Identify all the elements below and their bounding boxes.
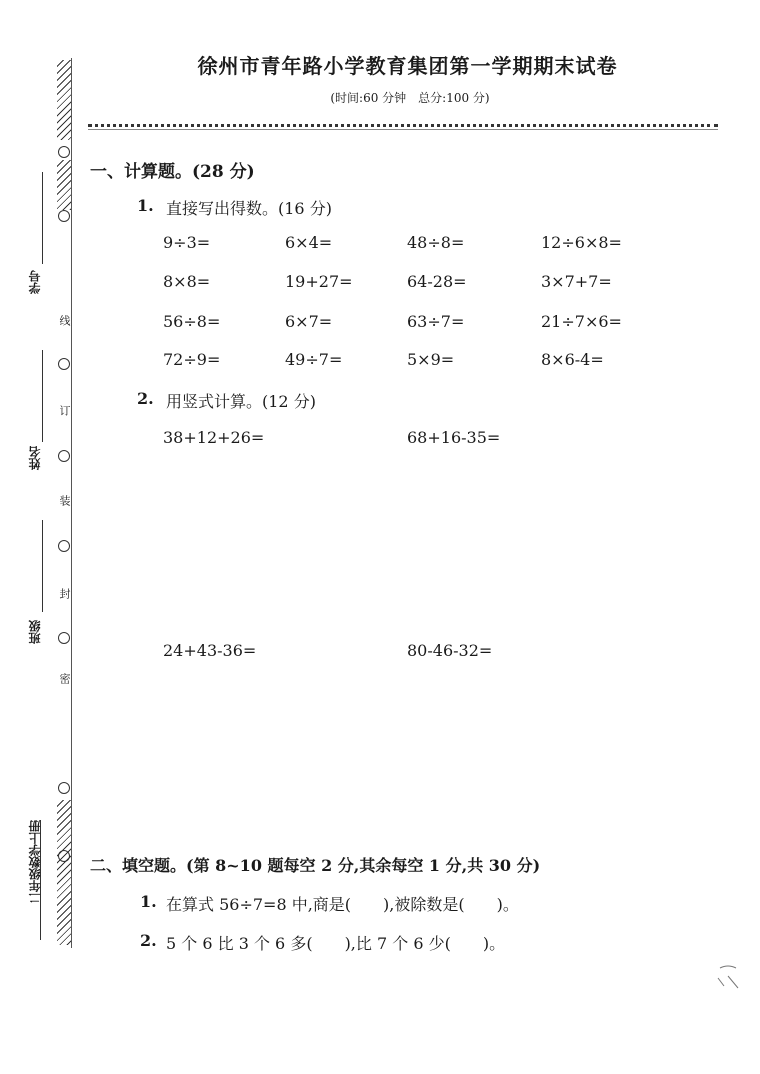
binding-hatch-middle	[57, 160, 71, 210]
calc-item: 6×4=	[285, 233, 333, 252]
calc-item: 48÷8=	[407, 233, 465, 252]
calc-item: 12÷6×8=	[541, 233, 622, 252]
binding-hole	[58, 540, 70, 552]
q2-prompt: 用竖式计算。(12 分)	[166, 392, 316, 411]
fill-q2-text: 5 个 6 比 3 个 6 多( ),比 7 个 6 少( )。	[166, 934, 506, 953]
binding-hatch-bottom	[57, 800, 71, 945]
vertical-calc-item: 68+16-35=	[407, 428, 501, 447]
vertical-calc-item: 80-46-32=	[407, 641, 493, 660]
binding-hole	[58, 632, 70, 644]
seal-char: 封	[58, 588, 71, 599]
section2-heading: 二、填空题。(第 8~10 题每空 2 分,其余每空 1 分,共 30 分)	[90, 856, 541, 875]
calc-item: 72÷9=	[163, 350, 221, 369]
student-id-blank[interactable]	[42, 172, 43, 264]
calc-item: 3×7+7=	[541, 272, 612, 291]
seal-char: 密	[58, 673, 71, 684]
exam-title: 徐州市青年路小学教育集团第一学期期末试卷	[197, 54, 618, 78]
calc-item: 9÷3=	[163, 233, 211, 252]
binding-hole	[58, 146, 70, 158]
calc-item: 56÷8=	[163, 312, 221, 331]
seal-char: 订	[58, 405, 71, 416]
calc-item: 49÷7=	[285, 350, 343, 369]
class-blank[interactable]	[42, 520, 43, 612]
vertical-calc-item: 38+12+26=	[163, 428, 265, 447]
q2-number: 2.	[137, 389, 154, 408]
fill-q1-text: 在算式 56÷7=8 中,商是( ),被除数是( )。	[166, 895, 519, 914]
calc-item: 19+27=	[285, 272, 353, 291]
fill-q1-number: 1.	[140, 892, 157, 911]
student-id-label: 学号	[28, 270, 42, 294]
binding-hole	[58, 850, 70, 862]
binding-hole	[58, 450, 70, 462]
q1-prompt: 直接写出得数。(16 分)	[166, 199, 332, 218]
calc-item: 63÷7=	[407, 312, 465, 331]
calc-item: 8×6-4=	[541, 350, 604, 369]
header-divider-line	[88, 129, 718, 130]
binding-hole	[58, 782, 70, 794]
subject-label: 二年级数学上册	[28, 820, 42, 904]
calc-item: 5×9=	[407, 350, 455, 369]
calc-item: 21÷7×6=	[541, 312, 622, 331]
calc-item: 6×7=	[285, 312, 333, 331]
vertical-calc-item: 24+43-36=	[163, 641, 257, 660]
q1-number: 1.	[137, 196, 154, 215]
calc-item: 64-28=	[407, 272, 467, 291]
binding-hole	[58, 358, 70, 370]
section1-heading: 一、计算题。(28 分)	[90, 162, 255, 182]
name-blank[interactable]	[42, 350, 43, 442]
class-label: 班级	[28, 620, 42, 644]
seal-char: 线	[58, 315, 71, 326]
scan-mark-icon	[714, 962, 744, 990]
fill-q2-number: 2.	[140, 931, 157, 950]
calc-item: 8×8=	[163, 272, 211, 291]
name-label: 姓名	[28, 446, 42, 470]
seal-char: 装	[58, 495, 71, 506]
header-divider	[88, 124, 718, 127]
binding-hole	[58, 210, 70, 222]
exam-subtitle: (时间:60 分钟 总分:100 分)	[330, 91, 490, 105]
